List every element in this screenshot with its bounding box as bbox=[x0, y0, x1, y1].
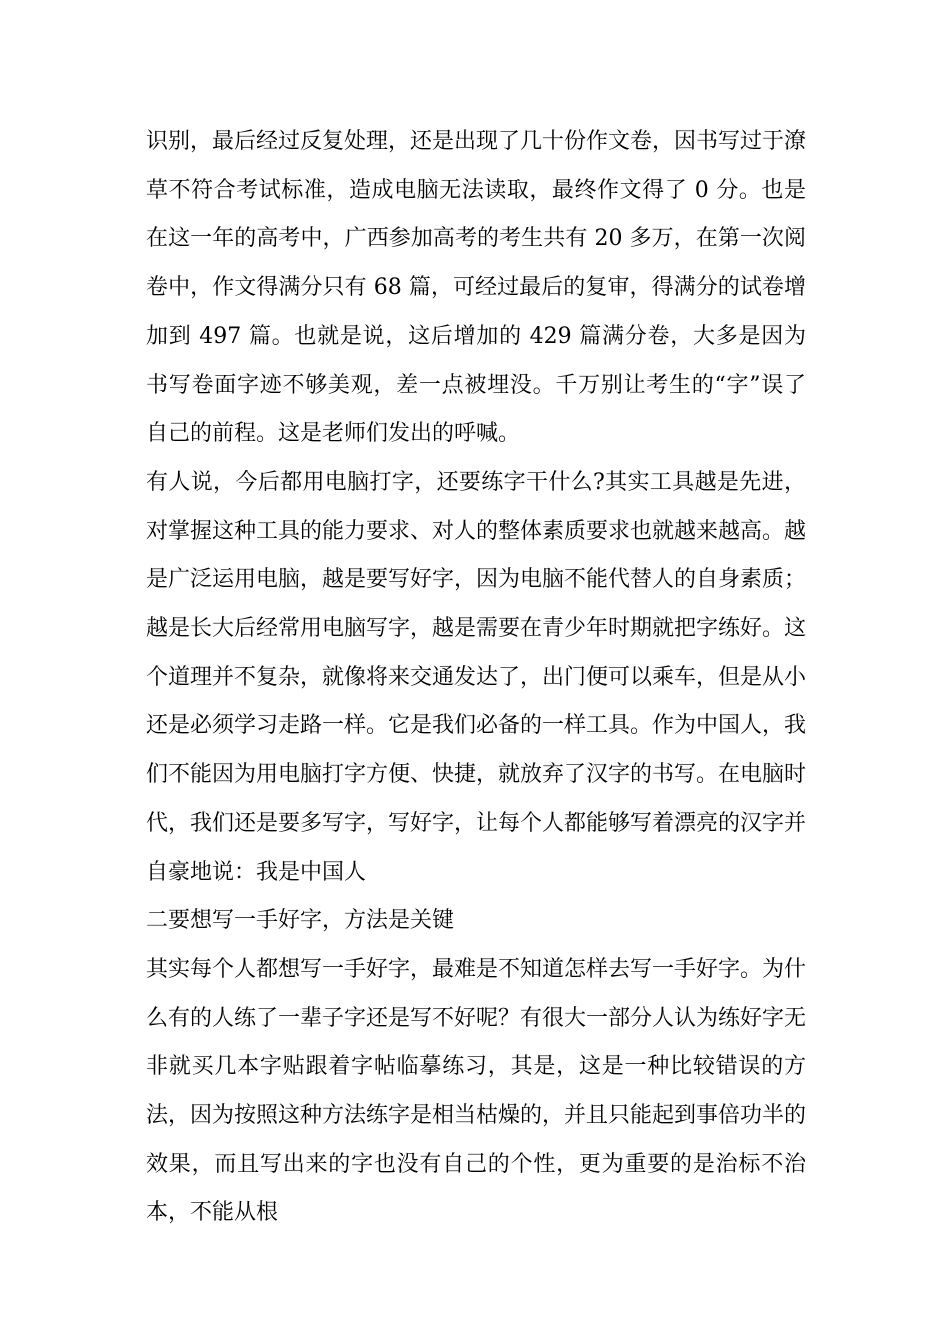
paragraph-handwriting-exam-impact: 识别，最后经过反复处理，还是出现了几十份作文卷，因书写过于潦草不符合考试标准，造成电脑无法读取，最终作文得了 0 分。也是在这一年的高考中，广西参加高考的考生共有 20 多万，在第一次阅卷中，作文得满分只有 68 篇，可经过最后的复审，得满分的试卷增加到 497 篇。也就是说，这后增加的 429 篇满分卷，大多是因为书写卷面字迹不够美观，差一点被埋没。千万别让考生的“字”误了自己的前程。这是老师们发出的呼喊。 bbox=[146, 129, 807, 447]
section-heading-method-is-key: 二要想写一手好字，方法是关键 bbox=[146, 908, 455, 934]
document-body bbox=[146, 118, 806, 1238]
paragraph-practice-method: 其实每个人都想写一手好字，最难是不知道怎样去写一手好字。为什么有的人练了一辈子字还是写不好呢？有很大一部分人认为练好字无非就买几本字贴跟着字帖临摹练习，其是，这是一种比较错误的方法，因为按照这种方法练字是相当枯燥的，并且只能起到事倍功半的效果，而且写出来的字也没有自己的个性，更为重要的是治标不治本，不能从根 bbox=[146, 956, 807, 1226]
paragraph-computer-era-writing: 有人说，今后都用电脑打字，还要练字干什么?其实工具越是先进，对掌握这种工具的能力要求、对人的整体素质要求也就越来越高。越是广泛运用电脑，越是要写好字，因为电脑不能代替人的自身素质；越是长大后经常用电脑写字，越是需要在青少年时期就把字练好。这个道理并不复杂，就像将来交通发达了，出门便可以乘车，但是从小还是必须学习走路一样。它是我们必备的一样工具。作为中国人，我们不能因为用电脑打字方便、快捷，就放弃了汉字的书写。在电脑时代，我们还是要多写字，写好字，让每个人都能够写着漂亮的汉字并自豪地说：我是中国人 bbox=[146, 469, 807, 885]
